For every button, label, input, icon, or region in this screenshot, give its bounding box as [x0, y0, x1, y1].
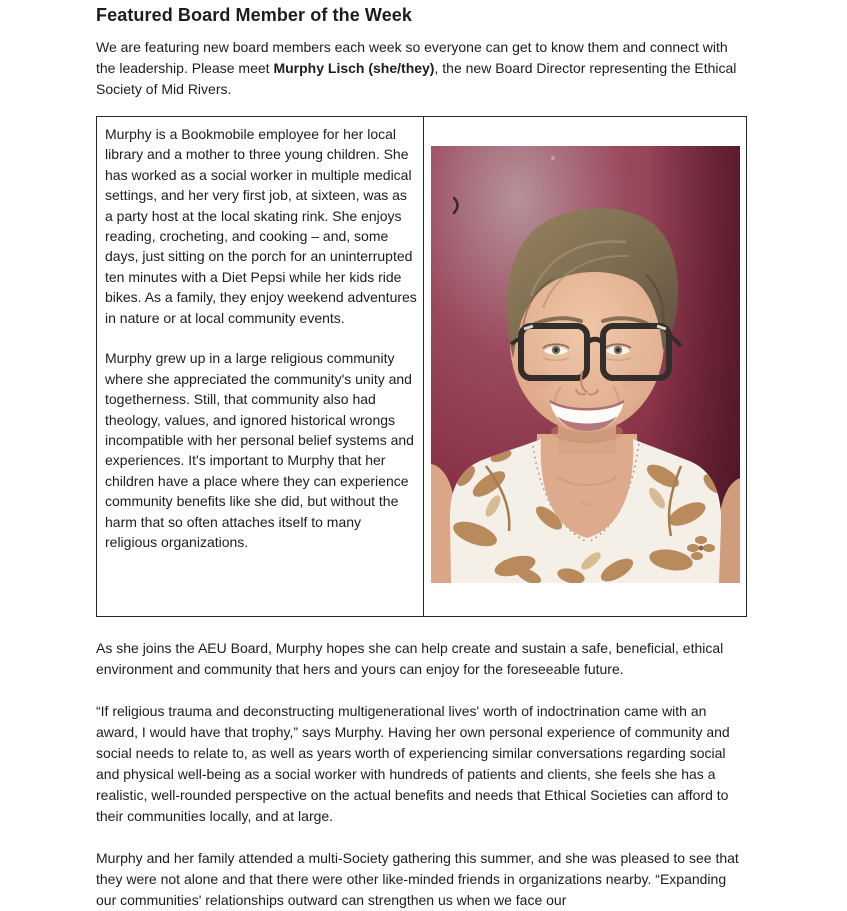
bio-paragraph-1: Murphy is a Bookmobile employee for her local library and a mother to three young children. She has worked as a social worker in multiple medical settings, and her very first job, at sixteen, was as a party host at the local skating rink. She enjoys reading, crocheting, and cooking – and, some days, just sitting on the porch for an uninterrupted ten minutes with a Diet Pepsi while her kids ride bikes. As a family, they enjoy weekend adventures in nature or at local community events. [105, 126, 417, 326]
article-paragraph-2: “If religious trauma and deconstructing multigenerational lives' worth of indoctrination came with an award, I would have that trophy,” says Murphy. Having her own personal experience of community and social needs to relate to, as well as years worth of experiencing similar conversations regarding social and physical well-being as a social worker with hundreds of patients and clients, she feels she has a realistic, well-rounded perspective on the actual benefits and needs that Ethical Societies can afford to their communities locally, and at large. [96, 703, 730, 824]
intro-text-after: , the new Board Director representing the Ethical Society of Mid Rivers. [96, 60, 737, 97]
newsletter-article [96, 0, 747, 911]
article-paragraph-3: Murphy and her family attended a multi-Society gathering this summer, and she was pleased to see that they were not alone and that there were other like-minded friends in organizations nearby. “Expanding our communities' relationships outward can strengthen us when we face our [96, 850, 739, 908]
intro-paragraph [96, 37, 747, 100]
bio-text-cell [97, 117, 424, 616]
member-name-bold: Murphy Lisch (she/they) [273, 60, 435, 76]
bio-table [96, 116, 747, 617]
bio-photo-cell [424, 117, 746, 616]
intro-text-before: We are featuring new board members each week so everyone can get to know them and connect with the leadership. Please meet [96, 39, 728, 76]
article-paragraph-1: As she joins the AEU Board, Murphy hopes she can help create and sustain a safe, beneficial, ethical environment and community that hers and yours can enjoy for the foreseeable future. [96, 640, 724, 677]
page-title: Featured Board Member of the Week [96, 5, 413, 25]
bio-paragraph-2: Murphy grew up in a large religious community where she appreciated the community's unity and togetherness. Still, that community also had theology, values, and ignored historical wrongs incompatible with her personal belief systems and experiences. It's important to Murphy that her children have a place where they can experience community benefits like she did, but without the harm that so often attaches itself to many religious organizations. [105, 350, 414, 551]
member-portrait-photo [431, 146, 740, 583]
